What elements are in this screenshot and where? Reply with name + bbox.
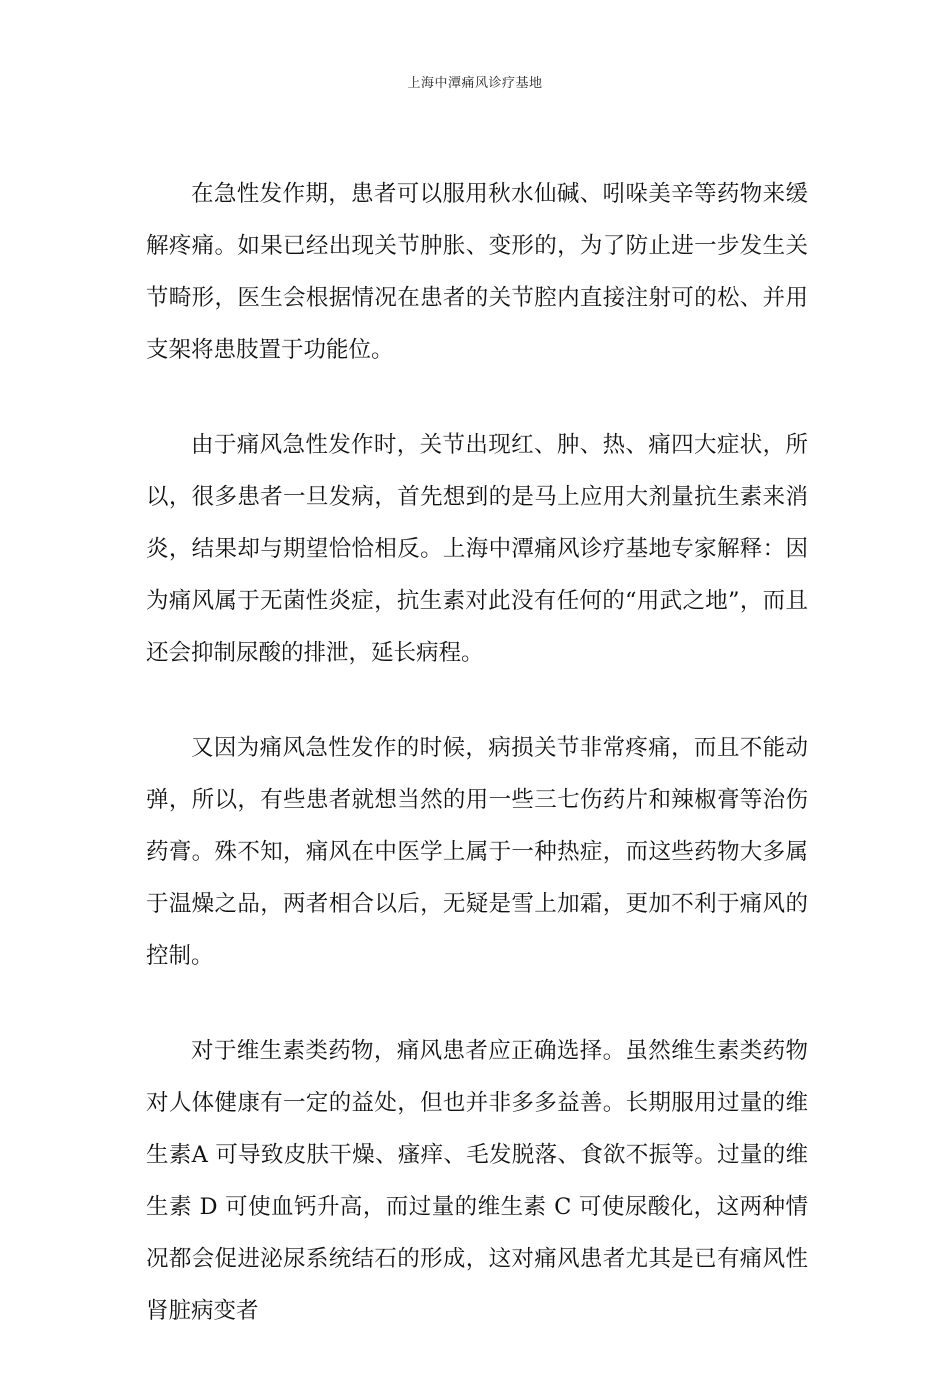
- paragraph-3: 又因为痛风急性发作的时候，病损关节非常疼痛，而且不能动弹，所以，有些患者就想当然的用一些三七伤药片和辣椒膏等治伤药膏。殊不知，痛风在中医学上属于一种热症，而这些药物大多属于温燥之品，两者相合以后，无疑是雪上加霜，更加不利于痛风的控制。: [146, 735, 808, 969]
- document-body: [146, 168, 808, 1380]
- paragraph-1: 在急性发作期，患者可以服用秋水仙碱、吲哚美辛等药物来缓解疼痛。如果已经出现关节肿胀、变形的，为了防止进一步发生关节畸形，医生会根据情况在患者的关节腔内直接注射可的松、并用支架将患肢置于功能位。: [146, 181, 808, 363]
- paragraph-2: 由于痛风急性发作时，关节出现红、肿、热、痛四大症状，所以，很多患者一旦发病，首先想到的是马上应用大剂量抗生素来消炎，结果却与期望恰恰相反。上海中潭痛风诊疗基地专家解释：因为痛风属于无菌性炎症，抗生素对此没有任何的“用武之地”，而且还会抑制尿酸的排泄，延长病程。: [146, 432, 808, 666]
- page-header: 上海中潭痛风诊疗基地: [407, 76, 543, 91]
- paragraph-4: 对于维生素类药物，痛风患者应正确选择。虽然维生素类药物对人体健康有一定的益处，但也并非多多益善。长期服用过量的维生素A 可导致皮肤干燥、瘙痒、毛发脱落、食欲不振等。过量的维生素 D 可使血钙升高，而过量的维生素 C 可使尿酸化，这两种情况都会促进泌尿系统结石的形成，这对痛风患者尤其是已有痛风性肾脏病变者: [146, 1038, 808, 1324]
